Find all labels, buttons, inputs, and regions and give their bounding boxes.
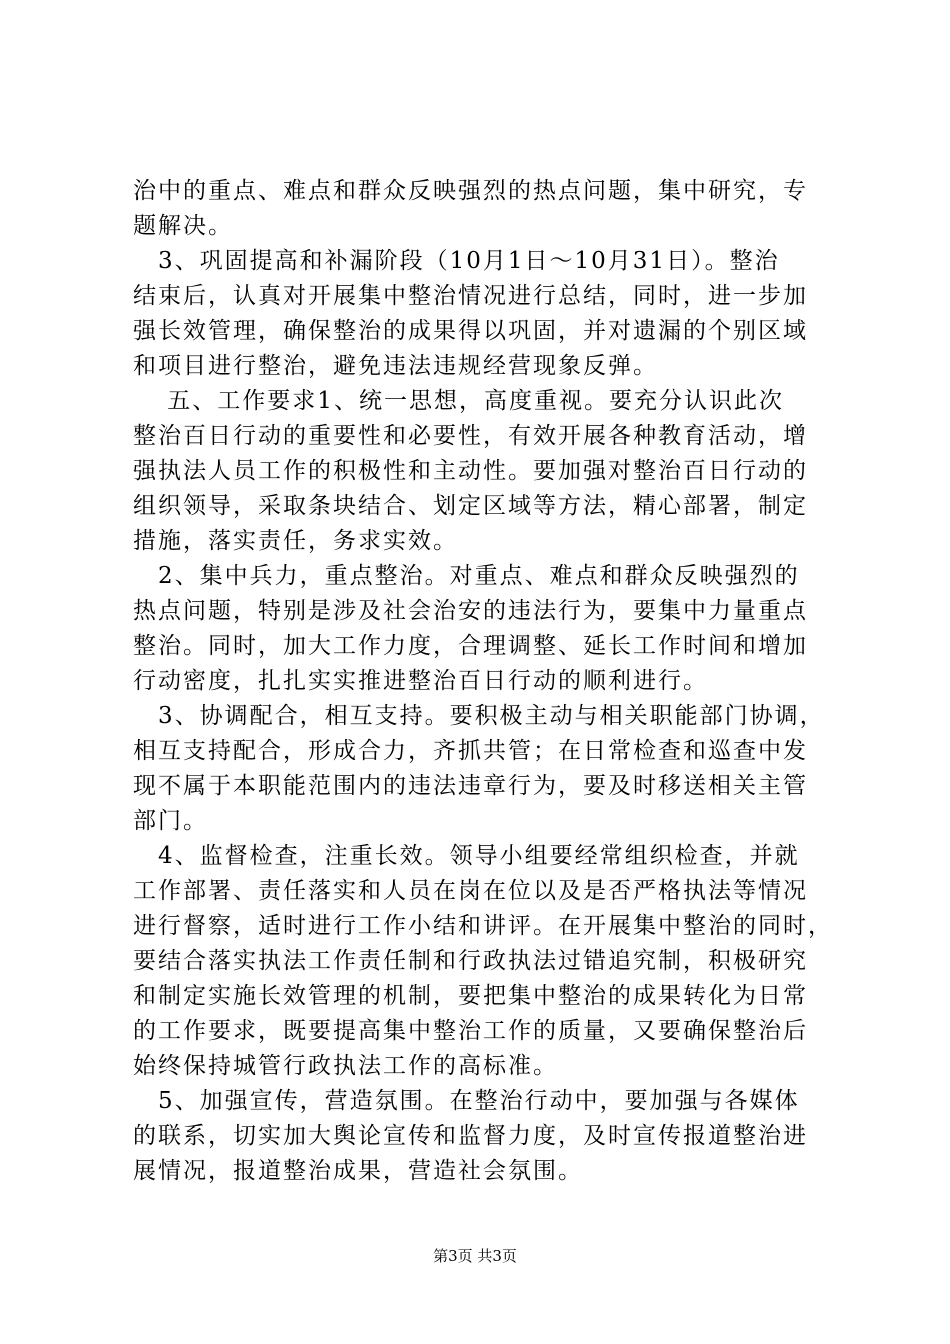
text-line: 展情况，报道整治成果，营造社会氛围。 bbox=[133, 1158, 583, 1184]
text-line: 整治百日行动的重要性和必要性，有效开展各种教育活动，增 bbox=[133, 423, 808, 449]
text-line: 措施，落实责任，务求实效。 bbox=[133, 528, 458, 554]
text-line: 治中的重点、难点和群众反映强烈的热点问题，集中研究，专 bbox=[133, 178, 808, 204]
text-line: 题解决。 bbox=[133, 213, 233, 239]
text-line: 现不属于本职能范围内的违法违章行为，要及时移送相关主管 bbox=[133, 773, 808, 799]
text-line: 始终保持城管行政执法工作的高标准。 bbox=[133, 1053, 558, 1079]
text-line: 和制定实施长效管理的机制，要把集中整治的成果转化为日常 bbox=[133, 983, 808, 1009]
text-line: 2、集中兵力，重点整治。对重点、难点和群众反映强烈的 bbox=[133, 563, 800, 589]
text-line: 相互支持配合，形成合力，齐抓共管；在日常检查和巡查中发 bbox=[133, 738, 808, 764]
text-line: 结束后，认真对开展集中整治情况进行总结，同时，进一步加 bbox=[133, 283, 808, 309]
text-line: 五、工作要求1、统一思想，高度重视。要充分认识此次 bbox=[133, 388, 784, 414]
text-line: 的联系，切实加大舆论宣传和监督力度，及时宣传报道整治进 bbox=[133, 1123, 808, 1149]
text-line: 的工作要求，既要提高集中整治工作的质量，又要确保整治后 bbox=[133, 1018, 808, 1044]
text-line: 工作部署、责任落实和人员在岗在位以及是否严格执法等情况 bbox=[133, 878, 808, 904]
text-line: 4、监督检查，注重长效。领导小组要经常组织检查，并就 bbox=[133, 843, 800, 869]
text-line: 强执法人员工作的积极性和主动性。要加强对整治百日行动的 bbox=[133, 458, 808, 484]
text-line: 3、协调配合，相互支持。要积极主动与相关职能部门协调， bbox=[133, 703, 825, 729]
text-line: 3、巩固提高和补漏阶段（10月1日～10月31日）。整治 bbox=[133, 248, 780, 274]
text-line: 强长效管理，确保整治的成果得以巩固，并对遗漏的个别区域 bbox=[133, 318, 808, 344]
text-line: 组织领导，采取条块结合、划定区域等方法，精心部署，制定 bbox=[133, 493, 808, 519]
text-line: 热点问题，特别是涉及社会治安的违法行为，要集中力量重点 bbox=[133, 598, 808, 624]
text-line: 5、加强宣传，营造氛围。在整治行动中，要加强与各媒体 bbox=[133, 1088, 800, 1114]
document-body bbox=[133, 174, 833, 1189]
text-line: 要结合落实执法工作责任制和行政执法过错追究制，积极研究 bbox=[133, 948, 808, 974]
text-line: 整治。同时，加大工作力度，合理调整、延长工作时间和增加 bbox=[133, 633, 808, 659]
page-footer: 第3页 共3页 bbox=[433, 1247, 517, 1265]
text-line: 和项目进行整治，避免违法违规经营现象反弹。 bbox=[133, 353, 658, 379]
text-line: 进行督察，适时进行工作小结和讲评。在开展集中整治的同时， bbox=[133, 913, 833, 939]
text-line: 部门。 bbox=[133, 808, 208, 834]
text-line: 行动密度，扎扎实实推进整治百日行动的顺利进行。 bbox=[133, 668, 708, 694]
